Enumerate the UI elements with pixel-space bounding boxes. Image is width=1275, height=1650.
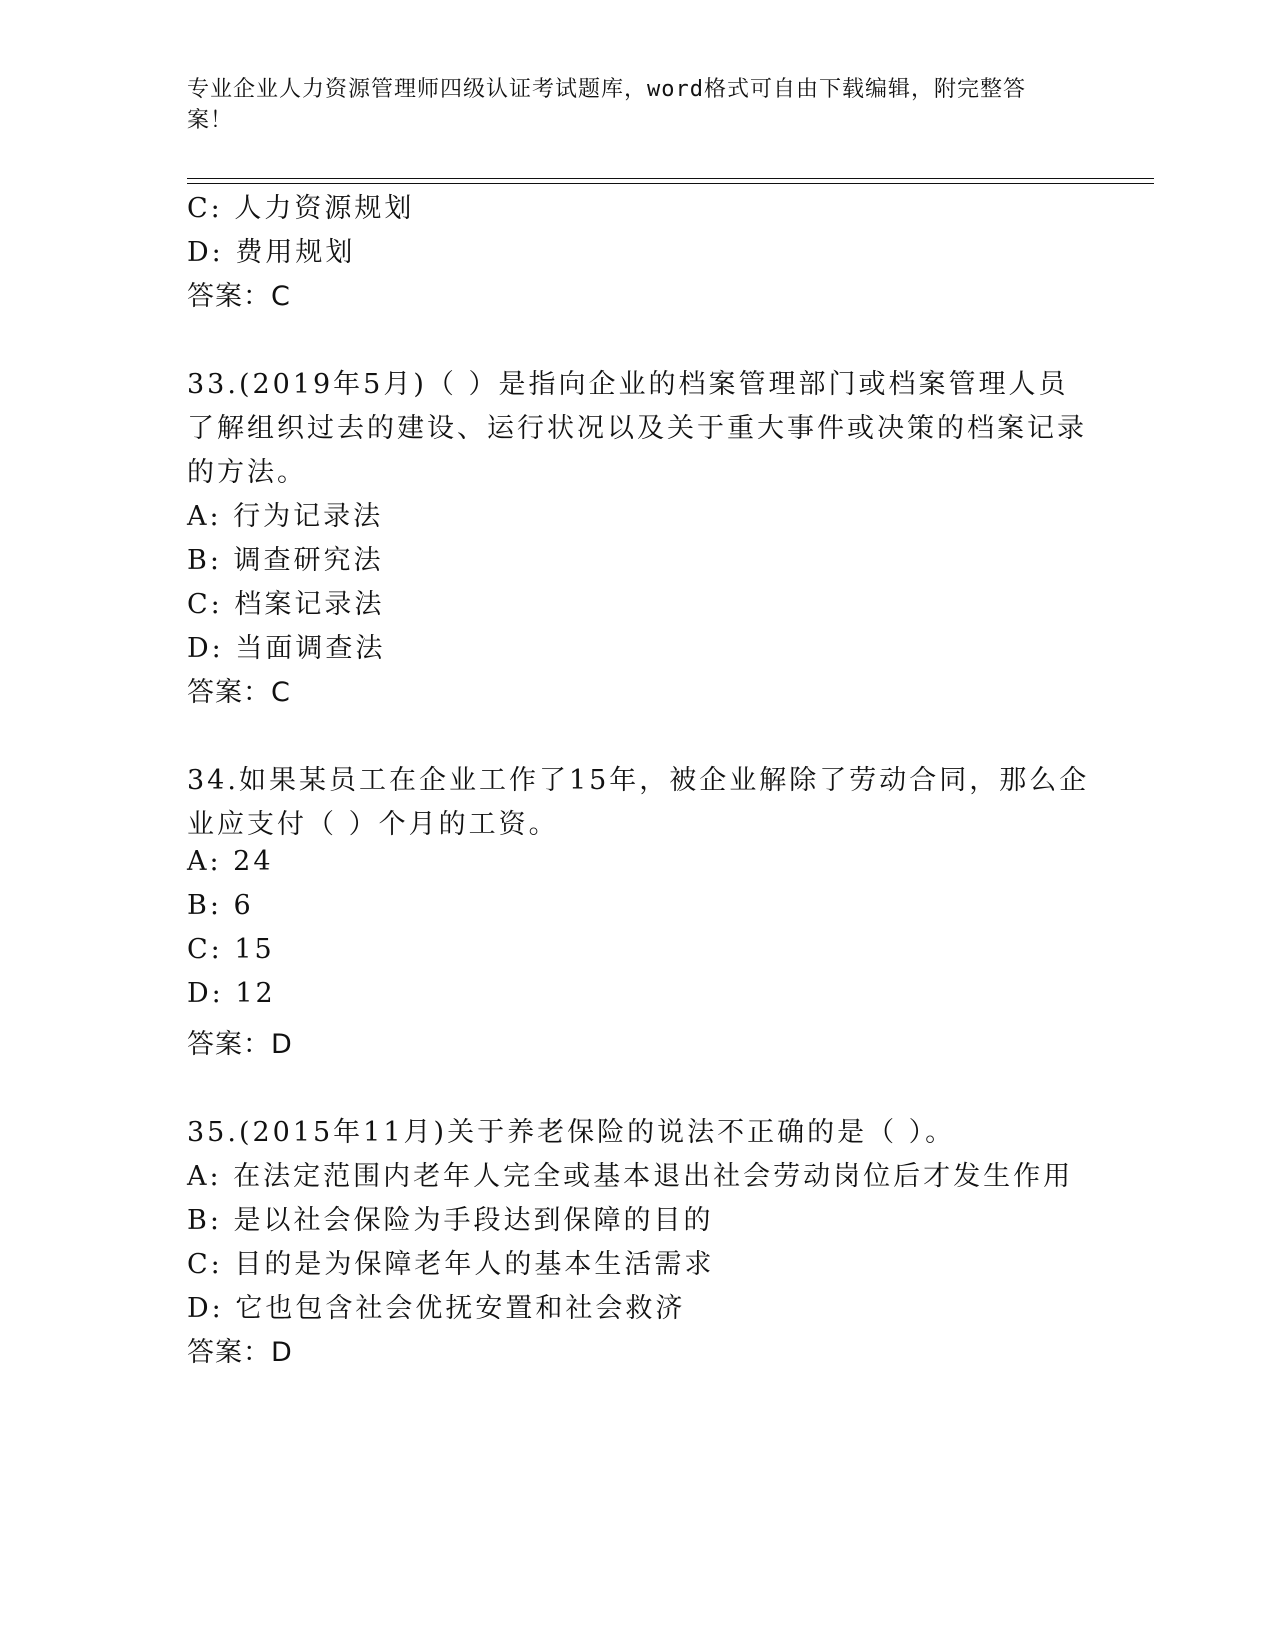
question-34-text-line-1: 34.如果某员工在企业工作了15年，被企业解除了劳动合同，那么企	[187, 765, 1090, 796]
question-35-option-a: A: 在法定范围内老年人完全或基本退出社会劳动岗位后才发生作用	[187, 1161, 1074, 1192]
option-d: D: 费用规划	[187, 237, 356, 268]
question-33-answer: 答案：C	[187, 677, 291, 708]
answer: 答案：C	[187, 281, 291, 312]
header-rule-bottom	[187, 183, 1154, 184]
question-34-text-line-2: 业应支付（ ）个月的工资。	[187, 809, 559, 840]
question-34-option-d: D: 12	[187, 978, 276, 1009]
question-33-option-a: A: 行为记录法	[187, 501, 384, 532]
question-33-option-b: B: 调查研究法	[187, 545, 384, 576]
question-34-answer: 答案：D	[187, 1029, 293, 1060]
question-33-text-line-3: 的方法。	[187, 457, 307, 488]
question-35-answer: 答案：D	[187, 1337, 293, 1368]
question-35-option-b: B: 是以社会保险为手段达到保障的目的	[187, 1205, 714, 1236]
page-header: 专业企业人力资源管理师四级认证考试题库，word格式可自由下载编辑，附完整答案！	[187, 77, 1026, 133]
question-33-text-line-2: 了解组织过去的建设、运行状况以及关于重大事件或决策的档案记录	[187, 413, 1087, 444]
question-33-option-c: C: 档案记录法	[187, 589, 385, 620]
option-c: C: 人力资源规划	[187, 193, 415, 224]
question-33-text-line-1: 33.(2019年5月)（ ）是指向企业的档案管理部门或档案管理人员	[187, 369, 1069, 400]
question-35-text-line-1: 35.(2015年11月)关于养老保险的说法不正确的是（ ）。	[187, 1117, 956, 1148]
header-rule-top	[187, 178, 1154, 179]
question-34-option-b: B: 6	[187, 890, 254, 921]
question-33-option-d: D: 当面调查法	[187, 633, 386, 664]
question-35-option-c: C: 目的是为保障老年人的基本生活需求	[187, 1249, 715, 1280]
question-34-option-a: A: 24	[187, 846, 274, 877]
question-35-option-d: D: 它也包含社会优抚安置和社会救济	[187, 1293, 686, 1324]
question-34-option-c: C: 15	[187, 934, 275, 965]
